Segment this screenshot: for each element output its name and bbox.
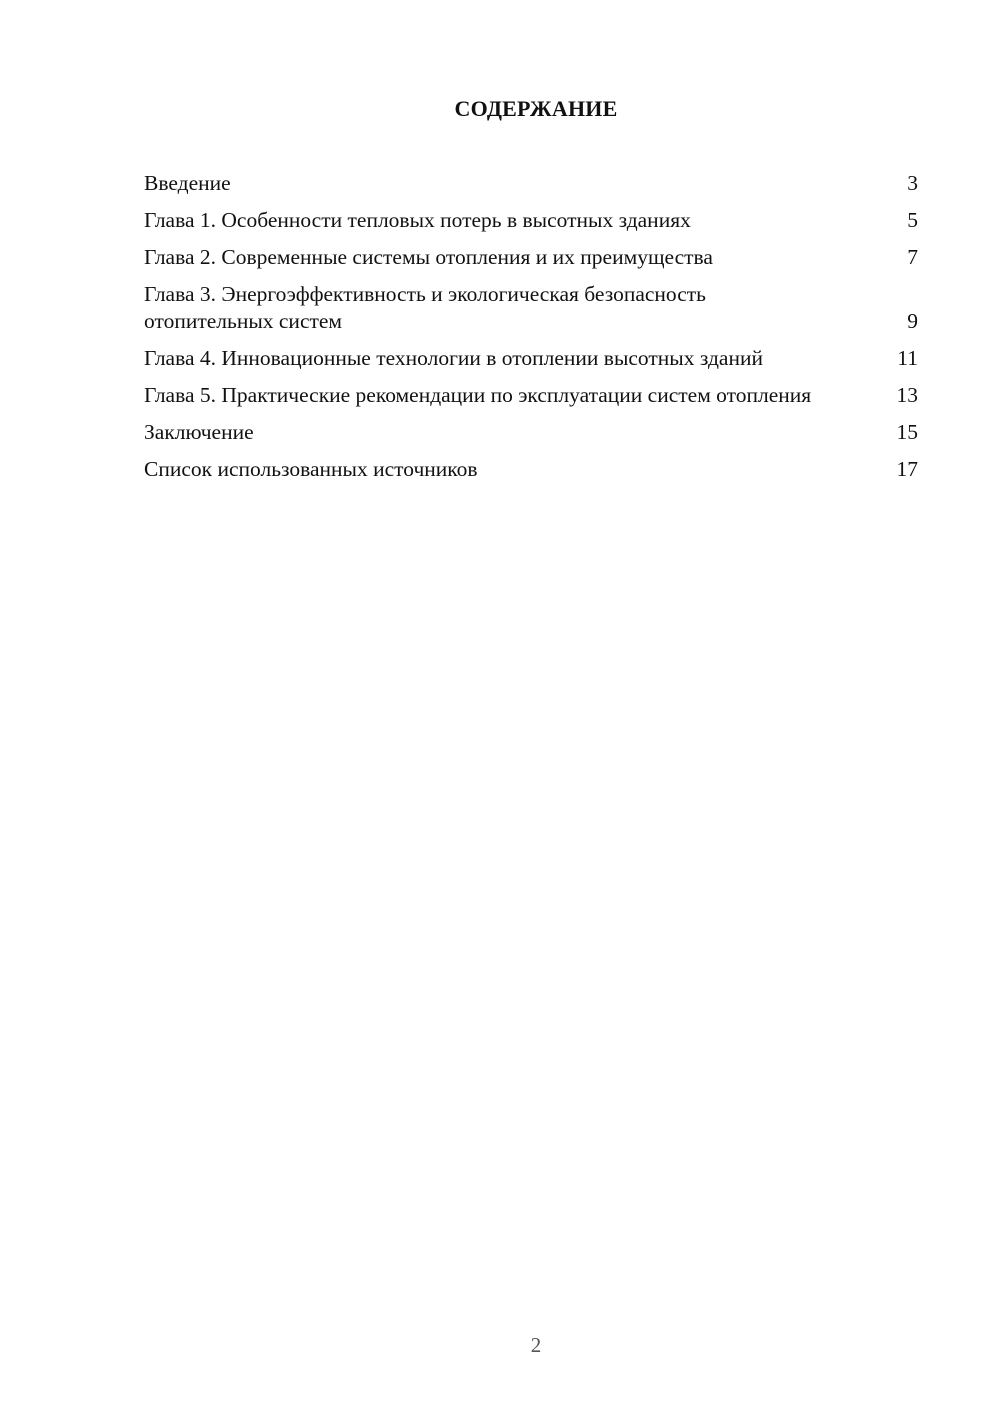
toc-entry-page: 5	[907, 208, 918, 232]
toc-entry-references[interactable]	[144, 456, 918, 483]
page-title: СОДЕРЖАНИЕ	[454, 96, 618, 121]
toc-entry-page: 17	[896, 457, 918, 481]
toc-entry-chapter-1[interactable]	[144, 207, 918, 234]
toc-entry-title: Список использованных источников	[144, 457, 478, 481]
toc-entry-introduction[interactable]	[144, 170, 918, 197]
toc-entry-page: 3	[907, 171, 918, 195]
toc-entry-chapter-2[interactable]	[144, 244, 918, 271]
toc-entry-page: 15	[896, 420, 918, 444]
toc-entry-chapter-3[interactable]	[144, 281, 918, 335]
toc-entry-title: Глава 3. Энергоэффективность и экологическая безопасность отопительных систем	[144, 282, 706, 333]
toc-entry-title: Заключение	[144, 420, 254, 444]
toc-entry-title: Глава 4. Инновационные технологии в отоплении высотных зданий	[144, 346, 763, 370]
page-number: 2	[530, 1333, 542, 1357]
table-of-contents	[144, 170, 918, 493]
toc-entry-conclusion[interactable]	[144, 419, 918, 446]
toc-entry-title: Глава 2. Современные системы отопления и их преимущества	[144, 245, 713, 269]
toc-entry-title: Глава 1. Особенности тепловых потерь в высотных зданиях	[144, 208, 691, 232]
toc-entry-chapter-5[interactable]	[144, 382, 918, 409]
toc-entry-page: 9	[907, 309, 918, 333]
toc-entry-page: 7	[907, 245, 918, 269]
toc-entry-title: Глава 5. Практические рекомендации по эксплуатации систем отопления	[144, 383, 812, 407]
toc-entry-page: 11	[897, 346, 918, 370]
toc-entry-title: Введение	[144, 171, 231, 195]
toc-entry-page: 13	[896, 383, 918, 407]
toc-entry-chapter-4[interactable]	[144, 345, 918, 372]
